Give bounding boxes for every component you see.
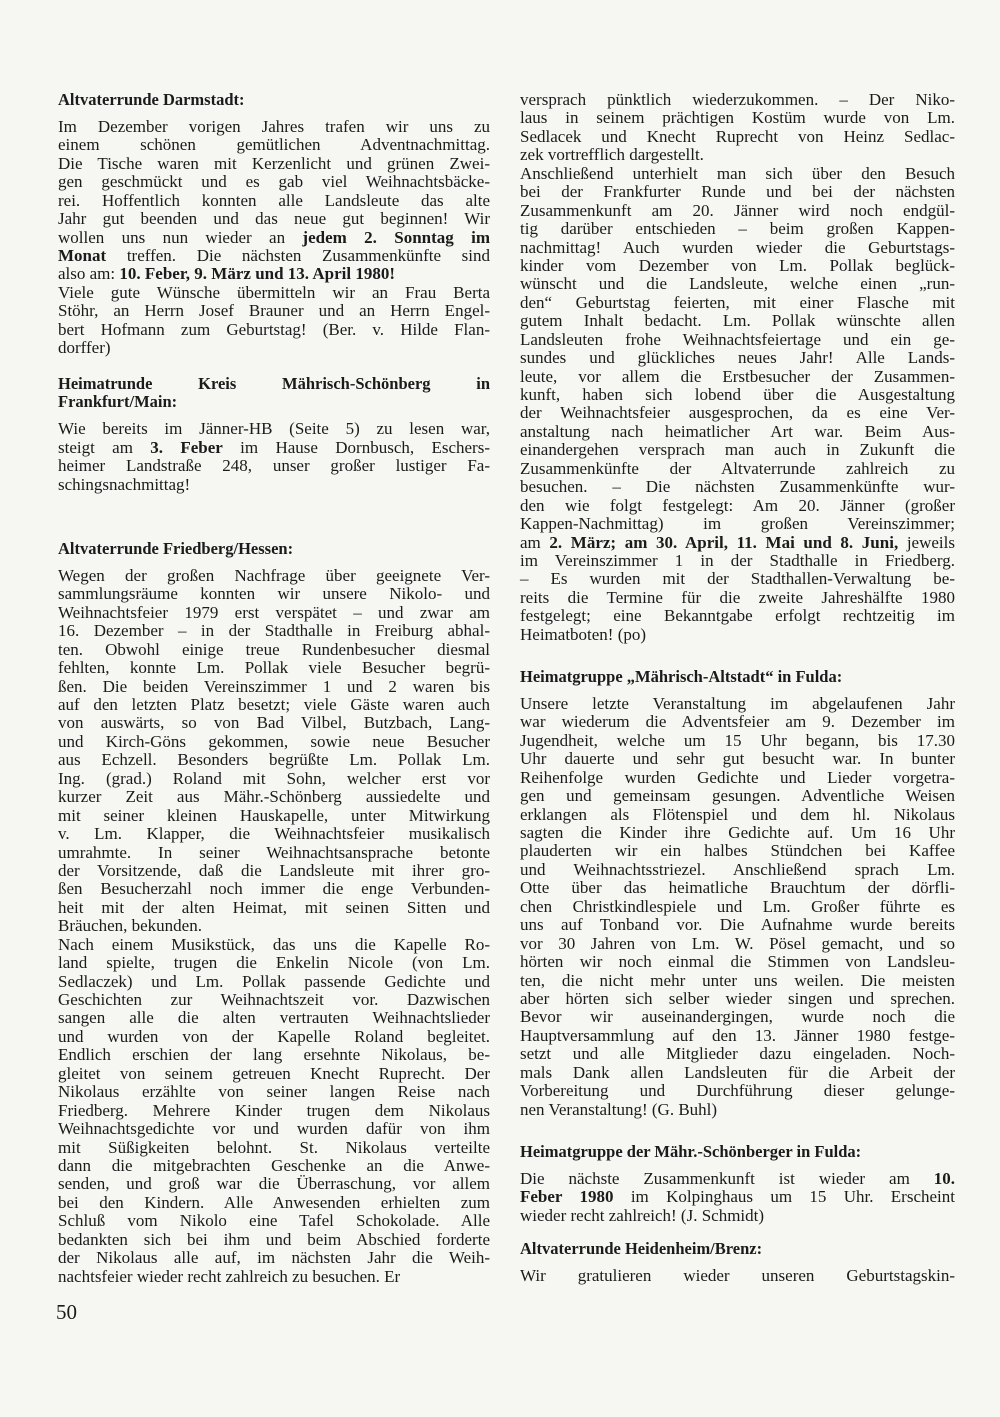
paragraph xyxy=(58,936,490,1286)
text-line: einem schönen gemütlichen Adventnachmittag. xyxy=(58,135,490,155)
text-line: im Vereinszimmer 1 in der Stadthalle in Friedberg. xyxy=(520,550,955,570)
text-segment: treffen. Die nächsten Zusammenkünfte sind xyxy=(106,246,490,265)
section-maehr-schoenberger-fulda xyxy=(520,1143,955,1225)
text-line: heit mit der alten Heimat, mit seinen Sitten und xyxy=(58,897,490,917)
text-line: Jugendheit, welche um 15 Uhr begann, bis 17.30 xyxy=(520,730,955,750)
heading-line: Heimatgruppe „Mährisch-Altstadt“ in Fulda: xyxy=(520,667,843,686)
section-heading xyxy=(520,1143,955,1161)
text-line: Nikolaus erzählte von seiner langen Reise nach xyxy=(58,1082,490,1102)
text-line: wünscht und die Landsleute, welche einen „run- xyxy=(520,274,955,294)
text-line: festgelegt; eine Bekanntgabe erfolgt rechtzeitig im xyxy=(520,606,955,626)
text-line: umrahmte. In seiner Weihnachtsansprache betonte xyxy=(58,842,490,862)
text-line: plauderten wir ein halbes Stündchen bei Kaffee xyxy=(520,841,955,861)
section-altvaterrunde-heidenheim xyxy=(520,1240,955,1304)
text-line: Sedlacek und Knecht Ruprecht von Heinz Sedlac- xyxy=(520,126,955,146)
bold-text: Monat xyxy=(58,246,107,265)
text-line: war wiederum die Adventsfeier am 9. Dezember im xyxy=(520,712,955,732)
text-line: Landsleuten frohe Weihnachtsfeiertage und ein ge- xyxy=(520,329,955,349)
text-line: sammlungsräume konnten wir unsere Nikolo- und xyxy=(58,584,490,604)
paragraph xyxy=(520,165,955,644)
text-segment: am xyxy=(520,532,550,552)
text-line: reits die Termine für die zweite Jahreshälfte 1980 xyxy=(520,587,955,607)
text-line: aber hörten sich selber wieder singen und sprechen. xyxy=(520,988,955,1008)
bold-text: 10. xyxy=(933,1168,955,1188)
text-line: bedankten sich bei ihm und beim Abschied forderte xyxy=(58,1229,490,1249)
section-heading xyxy=(58,540,490,558)
text-line: Heimatboten! (po) xyxy=(520,624,647,644)
section-heading xyxy=(520,1240,955,1258)
text-line: chen Christkindlespiele und Lm. Großer führte es xyxy=(520,896,955,916)
text-line: Zusammenkunft am 20. Jänner wird noch endgül- xyxy=(520,200,955,220)
section-friedberg-continued xyxy=(520,91,955,644)
text-line xyxy=(520,1188,955,1206)
text-line: ßen Besucherzahl noch immer die enge Verbunden- xyxy=(58,879,490,899)
paragraph xyxy=(58,118,490,284)
text-line: kurzer Zeit aus Mähr.-Schönberg aussiedelte und xyxy=(58,787,490,807)
text-line: Reihenfolge wurden Gedichte und Lieder vorgetra- xyxy=(520,767,955,787)
text-line: Viele gute Wünsche übermitteln wir an Frau Berta xyxy=(58,282,490,302)
paragraph xyxy=(520,1267,955,1304)
text-line: den“ Geburtstag feierten, mit einer Flasche mit xyxy=(520,292,955,312)
page-number: 50 xyxy=(56,1300,77,1324)
text-line: mals Dank allen Landsleuten für die Arbeit der xyxy=(520,1062,955,1082)
text-line xyxy=(58,247,490,265)
text-line: aus Echzell. Besonders begrüßte Lm. Pollak Lm. xyxy=(58,750,490,770)
text-line: Sedlaczek) und Lm. Pollak passende Gedichte und xyxy=(58,971,490,991)
text-line: gutem Inhalt bedacht. Lm. Pollak wünschte allen xyxy=(520,311,955,331)
bold-text: 3. Feber xyxy=(150,437,223,457)
paragraph xyxy=(58,420,490,494)
text-line: erklangen als Flötenspiel und dem hl. Nikolaus xyxy=(520,804,955,824)
text-line: der Weihnachtsfeier ausgesprochen, da es eine Ver- xyxy=(520,403,955,423)
text-line xyxy=(58,439,490,457)
text-line: Weihnachtsgedichte vor und wurden dafür von ihm xyxy=(58,1119,490,1139)
text-line: mit Süßigkeiten belohnt. St. Nikolaus verteilte xyxy=(58,1137,490,1157)
text-line xyxy=(58,229,490,247)
text-line: Nach einem Musikstück, das uns die Kapelle Ro- xyxy=(58,934,490,954)
text-line xyxy=(520,1285,955,1303)
text-line: ten, die nicht mehr unter uns weilen. Die meisten xyxy=(520,970,955,990)
text-line: Otte über das heimatliche Brauchtum der dörfli- xyxy=(520,878,955,898)
text-line: Jahr gut beenden und das neue gut beginnen! Wir xyxy=(58,209,490,229)
text-line: den wie folgt festgelegt: Am 20. Jänner (großer xyxy=(520,495,955,515)
text-line: der Vorsitzende, daß die Landsleute mit ihrer gro- xyxy=(58,860,490,880)
text-line: v. Lm. Klapper, die Weihnachtsfeier musikalisch xyxy=(58,824,490,844)
text-line: laus in seinem prächtigen Kostüm wurde von Lm. xyxy=(520,108,955,128)
paragraph xyxy=(520,1170,955,1225)
text-line: sundes und glückliches neues Jahr! Alle Lands- xyxy=(520,348,955,368)
section-maehrisch-altstadt-fulda xyxy=(520,668,955,1119)
heading-line: Altvaterrunde Heidenheim/Brenz: xyxy=(520,1239,763,1258)
text-line: – Es wurden mit der Stadthallen-Verwaltung be- xyxy=(520,569,955,589)
text-segment: steigt am xyxy=(58,437,151,457)
text-line xyxy=(58,265,490,283)
text-line: Ing. (grad.) Roland mit Sohn, welcher erst vor xyxy=(58,768,490,788)
text-line: einandergehen versprach man auch in Zukunft die xyxy=(520,440,955,460)
text-line: tig darüber entschieden – beim großen Kappen- xyxy=(520,219,955,239)
text-line: Weihnachtsfeier 1979 erst verspätet – und zwar am xyxy=(58,602,490,622)
text-line: und wurden von der Kapelle Roland begleitet. xyxy=(58,1026,490,1046)
text-line: Schluß vom Nikolo eine Tafel Schokolade. Alle xyxy=(58,1211,490,1231)
text-segment: im Hause Dornbusch, Eschers- xyxy=(222,437,490,457)
text-line: setzt und alle Mitglieder dazu eingeladen. Noch- xyxy=(520,1044,955,1064)
text-line: besuchen. – Die nächsten Zusammenkünfte wur- xyxy=(520,477,955,497)
text-line: uns auf Tonband vor. Die Aufnahme wurde bereits xyxy=(520,915,955,935)
text-line: heimer Landstraße 248, unser großer lustiger Fa- xyxy=(58,456,490,476)
text-line: Endlich erschien der lang ersehnte Nikolaus, be- xyxy=(58,1045,490,1065)
text-line: ten. Obwohl einige treue Rundenbesucher diesmal xyxy=(58,639,490,659)
section-heading xyxy=(58,375,490,412)
text-line: der Nikolaus alle auf, im nächsten Jahr die Weih- xyxy=(58,1248,490,1268)
text-line: gleitet von seinem getreuen Knecht Ruprecht. Der xyxy=(58,1063,490,1083)
bold-text: 10. Feber, 9. März und 13. April 1980! xyxy=(119,264,396,284)
text-line: nen Veranstaltung! (G. Buhl) xyxy=(520,1099,718,1119)
section-heimatrunde-frankfurt xyxy=(58,375,490,494)
text-line: Wir gratulieren wieder unseren Geburtstagskin- xyxy=(520,1265,955,1285)
paragraph xyxy=(520,695,955,1119)
text-line: Zusammenkünfte der Altvaterrunde zahlreich zu xyxy=(520,458,955,478)
text-line: 16. Dezember – in der Stadthalle in Freiburg abhal- xyxy=(58,621,490,641)
text-line: vor 30 Jahren von Lm. W. Pösel gemacht, und so xyxy=(520,933,955,953)
text-line: land spielte, trugen die Enkelin Nicole (von Lm. xyxy=(58,953,490,973)
text-line: schingsnachmittag! xyxy=(58,474,191,494)
section-heading xyxy=(520,668,955,686)
heading-line: Altvaterrunde Darmstadt: xyxy=(58,90,245,109)
text-line: Im Dezember vorigen Jahres trafen wir uns zu xyxy=(58,116,490,136)
text-line: Stöhr, an Herrn Josef Brauner und an Herrn Engel- xyxy=(58,301,490,321)
text-line: mit seiner kleinen Hauskapelle, unter Mitwirkung xyxy=(58,805,490,825)
heading-line: Frankfurt/Main: xyxy=(58,392,178,412)
text-line xyxy=(520,534,955,552)
text-line: gen geschmückt und es gab viel Weihnachtsbäcke- xyxy=(58,172,490,192)
text-line: anstaltung nach heimatlicher Art war. Beim Aus- xyxy=(520,421,955,441)
text-line: Bevor wir auseinandergingen, wurde noch die xyxy=(520,1007,955,1027)
text-line: Vorbereitung und Durchführung dieser gelunge- xyxy=(520,1081,955,1101)
text-line: leute, vor allem die Erstbesucher der Zusammen- xyxy=(520,366,955,386)
text-line: und Weihnachtsstriezel. Anschließend sprach Lm. xyxy=(520,859,955,879)
text-segment: Die nächste Zusammenkunft ist wieder am xyxy=(520,1168,934,1188)
text-line: von auswärts, so von Bad Vilbel, Butzbach, Lang- xyxy=(58,713,490,733)
text-line: Unsere letzte Veranstaltung im abgelaufenen Jahr xyxy=(520,693,955,713)
paragraph xyxy=(520,91,955,165)
text-line: Die Tische waren mit Kerzenlicht und grünen Zwei- xyxy=(58,153,490,173)
heading-line: Heimatgruppe der Mähr.-Schönberger in Fulda: xyxy=(520,1142,862,1161)
text-line: bert Hofmann zum Geburtstag! (Ber. v. Hilde Flan- xyxy=(58,319,490,339)
text-line: fehlten, konnte Lm. Pollak viele Besucher begrü- xyxy=(58,658,490,678)
text-line: dann die mitgebrachten Geschenke an die Anwe- xyxy=(58,1155,490,1175)
text-line: gen und gemeinsam gesungen. Adventliche Weisen xyxy=(520,786,955,806)
text-line: nachmittag! Auch wurden wieder die Geburtstags- xyxy=(520,237,955,257)
text-line: kunft, haben sich lobend über die Ausgestaltung xyxy=(520,385,955,404)
text-line: Friedberg. Mehrere Kinder trugen dem Nikolaus xyxy=(58,1100,490,1120)
section-heading xyxy=(58,91,490,109)
text-line: nachtsfeier wieder recht zahlreich zu besuchen. Er xyxy=(58,1266,401,1286)
text-line: und Kirch-Göns gekommen, sowie neue Besucher xyxy=(58,731,490,751)
text-line: kinder vom Dezember von Lm. Pollak beglück- xyxy=(520,255,955,275)
text-line: bei den Kindern. Alle Anwesenden erhielten zum xyxy=(58,1192,490,1212)
text-line: ßen. Die beiden Vereinszimmer 1 und 2 waren bis xyxy=(58,676,490,696)
text-line: Kappen-Nachmittag) im großen Vereinszimmer; xyxy=(520,514,955,534)
heading-line: Altvaterrunde Friedberg/Hessen: xyxy=(58,539,294,558)
text-line: Uhr dauerte und sehr gut besucht war. In bunter xyxy=(520,749,955,769)
section-altvaterrunde-friedberg xyxy=(58,540,490,1286)
text-line: rei. Hoffentlich konnten alle Landsleute das alte xyxy=(58,190,490,210)
text-line: Wegen der großen Nachfrage über geeignete Ver- xyxy=(58,565,490,585)
text-line: Geschichten zur Weihnachtszeit vor. Dazwischen xyxy=(58,990,490,1009)
section-altvaterrunde-darmstadt xyxy=(58,91,490,358)
bold-text: jedem 2. Sonntag im xyxy=(302,227,490,247)
text-segment: jeweils xyxy=(898,532,955,552)
text-line: senden, und groß war die Überraschung, vor allem xyxy=(58,1174,490,1194)
paragraph xyxy=(58,284,490,358)
heading-line: Heimatrunde Kreis Mährisch-Schönberg in xyxy=(58,374,490,393)
text-line: dorffer) xyxy=(58,338,111,358)
paragraph xyxy=(58,567,490,936)
text-line: Wie bereits im Jänner-HB (Seite 5) zu lesen war, xyxy=(58,419,490,439)
text-line: auf den letzten Platz besetzt; viele Gäste waren auch xyxy=(58,695,490,714)
text-line xyxy=(520,1170,955,1188)
text-segment: wollen uns nun wieder an xyxy=(58,227,303,247)
text-line: versprach pünktlich wiederzukommen. – Der Niko- xyxy=(520,90,955,109)
bold-text: 2. März; am 30. April, 11. Mai und 8. Juni, xyxy=(549,532,899,552)
text-segment: im Kolpinghaus um 15 Uhr. Erscheint xyxy=(613,1187,955,1207)
text-line: hörten wir noch einmal die Stimmen von Landsleu- xyxy=(520,952,955,972)
text-line: zek vortrefflich dargestellt. xyxy=(520,145,704,165)
text-line: Bräuchen, bekunden. xyxy=(58,916,202,936)
bold-text: Feber 1980 xyxy=(520,1187,614,1207)
text-line: sangen alle die alten vertrauten Weihnachtslieder xyxy=(58,1008,490,1028)
text-line: Anschließend unterhielt man sich über den Besuch xyxy=(520,163,955,183)
text-line: wieder recht zahlreich! (J. Schmidt) xyxy=(520,1205,765,1225)
text-line: sagten die Kinder ihre Gedichte auf. Um 16 Uhr xyxy=(520,823,955,842)
text-line: Hauptversammlung auf den 13. Jänner 1980 festge- xyxy=(520,1025,955,1045)
text-segment: also am: xyxy=(58,264,120,284)
text-line: bei der Frankfurter Runde und bei der nächsten xyxy=(520,182,955,202)
